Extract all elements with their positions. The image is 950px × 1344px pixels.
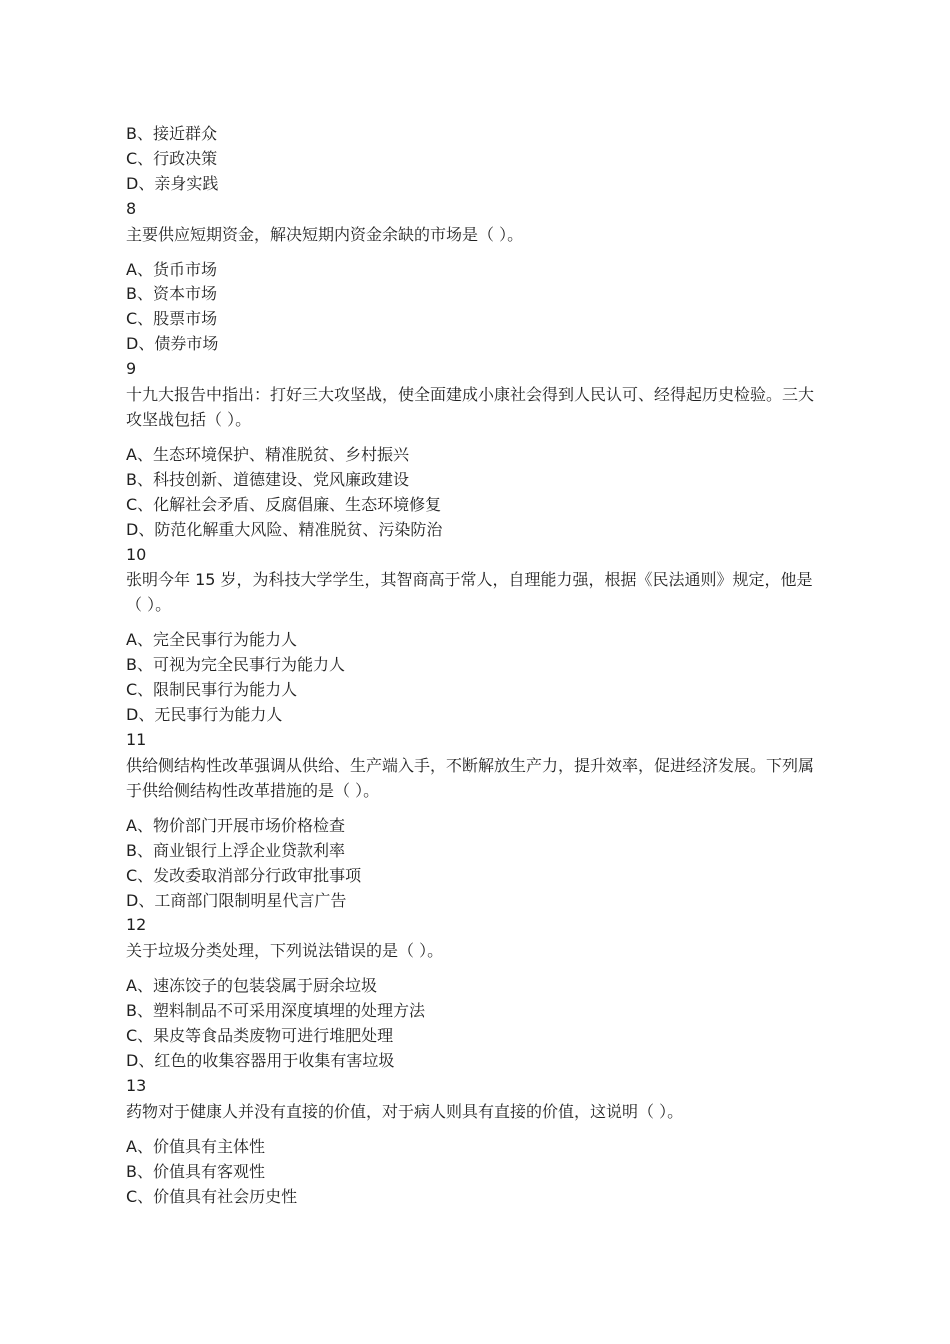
document-page	[126, 122, 826, 1210]
question-stem: 关于垃圾分类处理，下列说法错误的是（ ）。	[126, 941, 444, 961]
question-block	[126, 543, 826, 728]
option-line: B、价值具有客观性	[126, 1161, 265, 1181]
option-line: B、商业银行上浮企业贷款利率	[126, 840, 345, 860]
option-line: D、债券市场	[126, 334, 219, 354]
question-number: 8	[126, 198, 137, 218]
option-line: D、无民事行为能力人	[126, 705, 283, 725]
question-number: 10	[126, 544, 147, 564]
option-line: A、速冻饺子的包装袋属于厨余垃圾	[126, 976, 377, 996]
question-block	[126, 1074, 826, 1210]
option-line: B、科技创新、道德建设、党风廉政建设	[126, 469, 409, 489]
option-line: C、行政决策	[126, 148, 218, 168]
option-line: D、防范化解重大风险、精准脱贫、污染防治	[126, 519, 443, 539]
option-line: D、红色的收集容器用于收集有害垃圾	[126, 1051, 395, 1071]
question-number: 12	[126, 915, 147, 935]
option-line: C、限制民事行为能力人	[126, 680, 298, 700]
question-block	[126, 913, 826, 1073]
option-line: C、化解社会矛盾、反腐倡廉、生态环境修复	[126, 494, 442, 514]
question-stem: 主要供应短期资金，解决短期内资金余缺的市场是（ ）。	[126, 224, 524, 244]
option-line: C、果皮等食品类废物可进行堆肥处理	[126, 1026, 394, 1046]
option-line: B、接近群众	[126, 124, 217, 143]
option-line: C、价值具有社会历史性	[126, 1186, 298, 1206]
question-block	[126, 357, 826, 542]
option-line: A、完全民事行为能力人	[126, 630, 297, 650]
question-number: 13	[126, 1075, 147, 1095]
option-line: C、股票市场	[126, 309, 218, 329]
option-line: A、物价部门开展市场价格检查	[126, 815, 345, 835]
option-line: B、可视为完全民事行为能力人	[126, 655, 345, 675]
question-block	[126, 197, 826, 357]
question-number: 9	[126, 359, 137, 379]
option-line: A、生态环境保护、精准脱贫、乡村振兴	[126, 445, 409, 465]
question-stem: 供给侧结构性改革强调从供给、生产端入手，不断解放生产力，提升效率，促进经济发展。下列属于供给侧结构性改革措施的是（ ）。	[126, 755, 815, 800]
option-line: B、资本市场	[126, 284, 217, 304]
question-stem: 药物对于健康人并没有直接的价值，对于病人则具有直接的价值，这说明（ ）。	[126, 1101, 684, 1121]
question-stem: 十九大报告中指出：打好三大攻坚战，使全面建成小康社会得到人民认可、经得起历史检验。三大攻坚战包括（ ）。	[126, 385, 815, 430]
option-line: C、发改委取消部分行政审批事项	[126, 865, 362, 885]
option-line: A、价值具有主体性	[126, 1136, 265, 1156]
question-stem: 张明今年 15 岁，为科技大学学生，其智商高于常人，自理能力强，根据《民法通则》规定，他是（ ）。	[126, 570, 813, 615]
question-block	[126, 728, 826, 913]
option-line: D、工商部门限制明星代言广告	[126, 890, 347, 910]
option-line: B、塑料制品不可采用深度填埋的处理方法	[126, 1001, 425, 1021]
option-line: D、亲身实践	[126, 173, 219, 193]
option-line: A、货币市场	[126, 259, 217, 279]
question-number: 11	[126, 730, 147, 750]
